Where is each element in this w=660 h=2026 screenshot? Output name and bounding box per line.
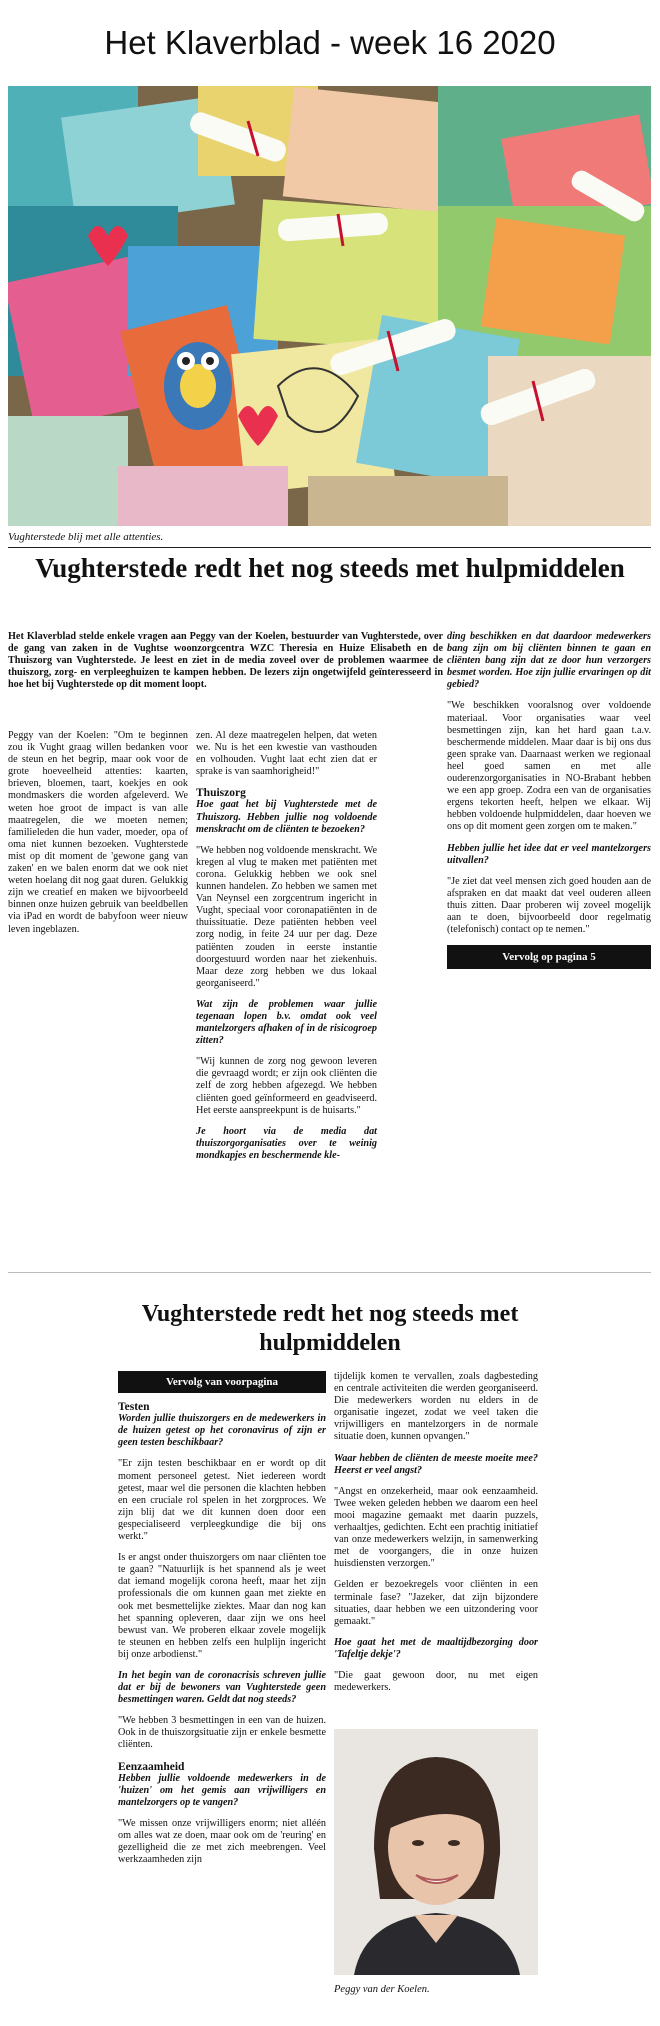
answer: "We hebben nog voldoende menskracht. We kregen al vlug te maken met patiënten met corona. Gelukkig hebben we ook snel kunnen handelen. Zo hebben we samen met Van Neynsel een zorgcentrum ingericht in Vught, speciaal voor coronapatiënten in de thuissituatie. Deze patiënten hebben veel zorg nodig, in feite 24 uur per dag. Deze patiënten zouden in eerste instantie doorgestuurd worden naar het ziekenhuis. Maar deze zorg hebben we dus lokaal georganiseerd." bbox=[196, 844, 377, 989]
question: Waar hebben de cliënten de meeste moeite mee? Heerst er veel angst? bbox=[334, 1452, 538, 1476]
question: Hoe gaat het bij Vughterstede met de Thuiszorg. Hebben jullie nog voldoende menskracht om de cliënten te bezoeken? bbox=[196, 799, 377, 835]
page-title: Het Klaverblad - week 16 2020 bbox=[104, 24, 556, 61]
cards-illustration bbox=[8, 86, 651, 526]
photo-caption: Vughterstede blij met alle attenties. bbox=[8, 531, 164, 543]
article-lead: Het Klaverblad stelde enkele vragen aan Peggy van der Koelen, bestuurder van Vughterstede, over de gang van zaken in de Vughtse woonzorgcentra WZC Theresia en Huize Elisabeth en de Thuiszorg van Vughterstede. Je leest en ziet in de media zoveel over de problemen waarmee de thuiszorg, zorg- en verpleeghuizen te kampen hebben. De lezers zijn ongetwijfeld geïnteresseerd in hoe het bij Vughterstede op dit moment loopt. bbox=[8, 631, 443, 691]
question: Worden jullie thuiszorgers en de medewerkers in de huizen getest op het coronavirus of zijn er geen testen beschikbaar? bbox=[118, 1413, 326, 1449]
paragraph: zen. Al deze maatregelen helpen, dat weten we. Nu is het een kwestie van vasthouden en volhouden. Vught laat echt zien dat er sprake is van saamhorigheid!" bbox=[196, 730, 377, 778]
article-continued-column-2 bbox=[334, 1371, 538, 1703]
cards-photo bbox=[8, 86, 651, 526]
paragraph: Gelden er bezoekregels voor cliënten in een terminale fase? "Jazeker, dat zijn bijzondere situaties, daar hebben we een uitzondering voor gemaakt." bbox=[334, 1579, 538, 1627]
paragraph: Peggy van der Koelen: "Om te beginnen zou ik Vught graag willen bedanken voor de steun en het begrip, maar ook voor de grote hoeveelheid attenties: kaarten, brieven, bloemen, taart, koekjes en ook mondmaskers die worden afgeleverd. We weten hoe groot de impact is van alle maatregelen, die we moeten nemen; familieleden die hun vader, moeder, opa of oma niet kunnen bezoeken. Vughterstede mist op dit moment de 'gewone gang van zaken' en we balen enorm dat we ook niet weten hoelang dit nog gaat duren. Gelukkig zijn we creatief en maken we bijvoorbeeld binnen onze huizen gebruik van beeldbellen via iPad en wordt de babyfoon weer nieuw leven ingeblazen. bbox=[8, 730, 188, 935]
portrait-illustration bbox=[334, 1729, 538, 1975]
answer: "Wij kunnen de zorg nog gewoon leveren die gevraagd wordt; er zijn ook cliënten die zelf de zorg hebben afgezegd. We hebben cliënten goed geïnformeerd en geadviseerd. Het eerste aanspreekpunt is de huisarts." bbox=[196, 1056, 377, 1116]
answer: "Angst en onzekerheid, maar ook eenzaamheid. Twee weken geleden hebben we daarom een heel mooi magazine gemaakt met daarin puzzels, verhaaltjes, gedichten. Echt een prachtig initiatief van onze medewerkers welzijn, in samenwerking met de voorgangers, die in onze huizen huisdiensten verzorgen." bbox=[334, 1485, 538, 1570]
question: Hebben jullie voldoende medewerkers in de 'huizen' om het gemis aan vrijwilligers en mantelzorgers op te vangen? bbox=[118, 1772, 326, 1808]
paragraph: Is er angst onder thuiszorgers om naar cliënten toe te gaan? "Natuurlijk is het spannend als je weet dat iemand mogelijk corona heeft, maar het zijn professionals die om kunnen gaan met ziekte en ook met besmettelijke ziektes. Maar dan nog kan het spanning opleveren, daar zijn we ons heel bewust van. We proberen elkaar zovele mogelijk te steunen en hebben zelfs een hulplijn ingericht bij onze arbodienst." bbox=[118, 1552, 326, 1660]
divider bbox=[8, 547, 651, 548]
subheading-thuiszorg: Thuiszorg bbox=[196, 787, 246, 800]
answer: "Je ziet dat veel mensen zich goed houden aan de afspraken en dat maakt dat veel ouderen alleen thuis zitten. Daar proberen wij zoveel mogelijk aan te doen, bijvoorbeeld door regelmatig (telefonisch) contact op te nemen." bbox=[447, 875, 651, 936]
question: Je hoort via de media dat thuiszorgorganisaties over te weinig mondkapjes en beschermende kle- bbox=[196, 1125, 377, 1161]
question: Hebben jullie het idee dat er veel mantelzorgers uitvallen? bbox=[447, 842, 651, 866]
answer: "We hebben 3 besmettingen in een van de huizen. Ook in de thuiszorgsituatie zijn er enkele besmette cliënten. bbox=[118, 1715, 326, 1751]
article-column-3 bbox=[447, 631, 651, 969]
continued-on-page-link[interactable]: Vervolg op pagina 5 bbox=[447, 945, 651, 969]
answer: "We beschikken vooralsnog over voldoende materiaal. Voor organisaties waar veel besmettingen zijn, kan het hard gaan t.a.v. beschermende middelen. Maar daar is bij ons dus geen sprake van. Daarnaast werken we regionaal heel goed samen en met alle ouderenzorgorganisaties in NO-Brabant hebben we een app groep. Zodra een van de organisaties ergens tekorten heeft, helpen we elkaar. Wij hebben voldoende hulpmiddelen, daar hoeven we ons op dit moment geen zorgen om te maken." bbox=[447, 700, 651, 833]
article-column-2 bbox=[196, 730, 377, 1171]
continued-from-label[interactable]: Vervolg van voorpagina bbox=[118, 1371, 326, 1393]
paragraph: tijdelijk komen te vervallen, zoals dagbesteding en centrale activiteiten die werden georganiseerd. Die medewerkers worden nu elders in de organisatie ingezet, zodat we veel taken die vrijwilligers en mantelzorgers in de normale situatie doen, kunnen opvangen." bbox=[334, 1371, 538, 1443]
article-headline: Vughterstede redt het nog steeds met hulpmiddelen bbox=[35, 553, 625, 583]
portrait-caption: Peggy van der Koelen. bbox=[334, 1984, 430, 1995]
portrait-photo bbox=[334, 1729, 538, 1975]
article-continued-column-1 bbox=[118, 1371, 326, 1875]
subheading-testen: Testen bbox=[118, 1401, 150, 1414]
question: In het begin van de coronacrisis schreven jullie dat er bij de bewoners van Vughterstede geen besmettingen waren. Geldt dat nog steeds? bbox=[118, 1669, 326, 1706]
question: Wat zijn de problemen waar jullie tegenaan lopen b.v. omdat ook veel mantelzorgers afhaken of in de risicogroep zitten? bbox=[196, 998, 377, 1047]
answer: "We missen onze vrijwilligers enorm; niet alléén om alles wat ze doen, maar ook om de 'reuring' en gezelligheid die ze met zich meebrengen. Veel werkzaamheden zijn bbox=[118, 1817, 326, 1866]
article-headline-continued: Vughterstede redt het nog steeds met hulpmiddelen bbox=[141, 1301, 519, 1356]
divider bbox=[8, 1272, 651, 1273]
answer: "Die gaat gewoon door, nu met eigen medewerkers. bbox=[334, 1669, 538, 1694]
question: Hoe gaat het met de maaltijdbezorging door 'Tafeltje dekje'? bbox=[334, 1636, 538, 1660]
question: ding beschikken en dat daardoor medewerkers bang zijn om bij cliënten binnen te gaan en cliënten bang zijn dat ze door hun verzorgers besmet worden. Hoe zijn jullie ervaringen op dit gebied? bbox=[447, 631, 651, 691]
answer: "Er zijn testen beschikbaar en er wordt op dit moment personeel getest. Niet iedereen wordt getest, maar wel die personen die klachten hebben en een cruciale rol spelen in het zorgproces. We zijn blij dat we dit kunnen doen door een gespecialiseerd verpleegkundige die bij ons werkt." bbox=[118, 1458, 326, 1543]
article-column-1 bbox=[8, 730, 188, 945]
subheading-eenzaamheid: Eenzaamheid bbox=[118, 1760, 185, 1773]
